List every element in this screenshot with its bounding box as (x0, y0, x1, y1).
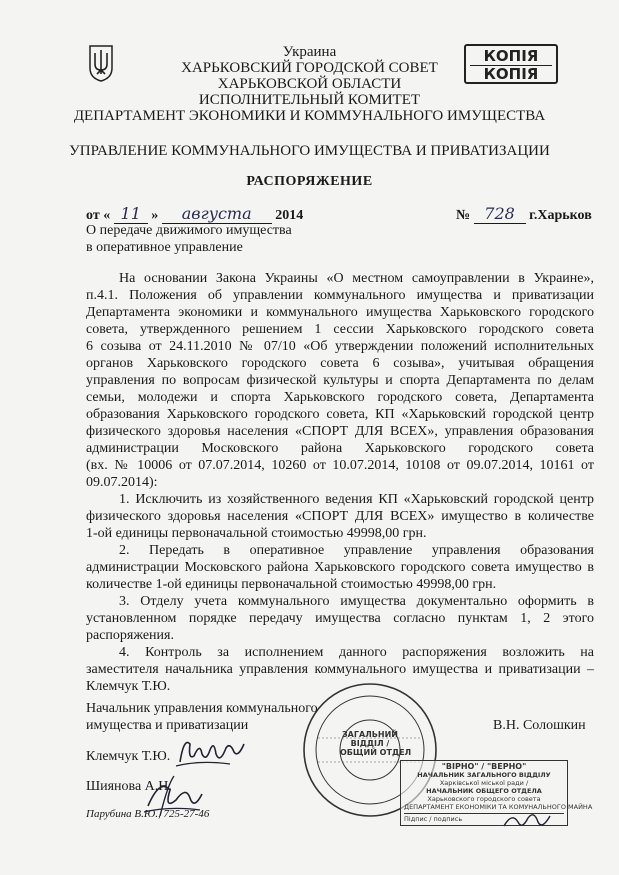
city-name: г.Харьков (529, 208, 592, 223)
subject-line-1: О передаче движимого имущества (86, 223, 292, 238)
signatory-name: В.Н. Солошкин (493, 718, 586, 733)
certify-stamp-line: НАЧАЛЬНИК ОБЩЕГО ОТДЕЛА (426, 787, 542, 795)
body-line: (вх. № 10006 от 07.07.2014, 10260 от 10.07.2014, 10108 от 09.07.2014, 10161 от (86, 458, 594, 473)
directorate-name: УПРАВЛЕНИЕ КОММУНАЛЬНОГО ИМУЩЕСТВА И ПРИВАТИЗАЦИИ (69, 143, 550, 159)
body-line: физического здоровья населения «СПОРТ ДЛЯ ВСЕХ», управления образования (86, 424, 594, 439)
approver-1: Клемчук Т.Ю. (86, 749, 171, 764)
item-2-line: количестве 1-ой единицы первоначальной стоимостью 49998,00 грн. (86, 577, 497, 592)
signature-klemchuk-icon (170, 732, 250, 772)
country-name: Украина (282, 44, 337, 60)
item-1-line: 1-ой единицы первоначальной стоимостью 49998,00 грн. (86, 526, 427, 541)
signatory-title-line-1: Начальник управления коммунального (86, 701, 318, 716)
approver-2: Шиянова А.Н. (86, 779, 172, 794)
committee-name: ИСПОЛНИТЕЛЬНЫЙ КОМИТЕТ (198, 92, 421, 108)
certify-stamp-line: НАЧАЛЬНИК ЗАГАЛЬНОГО ВІДДІЛУ (417, 771, 551, 779)
round-stamp-line: ЗАГАЛЬНИЙ (342, 730, 398, 739)
subject-line-2: в оперативное управление (86, 240, 243, 255)
certify-stamp-line: "ВІРНО" / "ВЕРНО" (441, 762, 527, 771)
certify-stamp-line: Підпис / подпись (404, 813, 564, 823)
signature-shiyanova-icon (140, 770, 210, 820)
copy-stamp-text-2: КОПІЯ (470, 65, 552, 82)
number-line (456, 204, 592, 224)
council-name: ХАРЬКОВСКИЙ ГОРОДСКОЙ СОВЕТ (181, 60, 438, 76)
item-3-line: распоряжения. (86, 628, 174, 643)
document-number: 728 (474, 204, 526, 224)
item-2-line: 2. Передать в оперативное управление управления образования (119, 543, 594, 558)
item-4-line: 4. Контроль за исполнением данного распоряжения возложить на (119, 645, 594, 660)
signatory-title-line-2: имущества и приватизации (86, 718, 249, 733)
round-stamp-line: ОБЩИЙ ОТДЕЛ (340, 748, 412, 757)
item-4-line: заместителя начальника управления коммунального имущества и приватизации – (86, 662, 594, 677)
date-line (86, 204, 303, 224)
body-line: администрации Московского района Харьковского городского совета (86, 441, 594, 456)
copy-stamp-text-1: КОПІЯ (483, 47, 539, 65)
body-line: управления по вопросам физической культуры и спорта Департамента по делам (86, 373, 594, 388)
department-name: ДЕПАРТАМЕНТ ЭКОНОМИКИ И КОММУНАЛЬНОГО ИМУЩЕСТВА (73, 108, 546, 124)
item-3-line: 3. Отделу учета коммунального имущества документально оформить в (119, 594, 594, 609)
body-line: образования Харьковского городского совета, КП «Харьковский городской центр (86, 407, 594, 422)
body-line: 6 созыва от 24.11.2010 № 07/10 «Об утверждении положений исполнительных (86, 339, 594, 354)
item-3-line: установленном порядке передачу имущества согласно пунктам 1, 2 этого (86, 611, 594, 626)
certify-stamp-line: Харківської міської ради / (439, 779, 529, 787)
date-prefix: от « (86, 208, 111, 223)
number-label: № (456, 208, 471, 223)
executor-note: Парубина В.Ю., 725-27-46 (86, 808, 210, 820)
round-stamp-text (340, 730, 412, 757)
item-2-line: администрации Московского района Харьковского городского совета имущество в (86, 560, 594, 575)
round-stamp-line: ВІДДІЛ / (350, 739, 390, 748)
body-line: На основании Закона Украины «О местном самоуправлении в Украине», (119, 271, 594, 286)
region-name: ХАРЬКОВСКОЙ ОБЛАСТИ (217, 76, 402, 92)
date-mid: » (151, 208, 159, 223)
body-line: органов Харьковского городского совета 6 созыва», учитывая обращения (86, 356, 594, 371)
body-line: 09.07.2014): (86, 475, 158, 490)
body-line: Департамента экономики и коммунального имущества Харьковского городского (86, 305, 594, 320)
body-line: семьи, молодежи и спорта Харьковского городского совета, Департамента (86, 390, 594, 405)
document-type: РАСПОРЯЖЕНИЕ (246, 174, 373, 189)
certify-stamp-line: Харьковского городского совета (427, 795, 541, 803)
item-4-line: Клемчук Т.Ю. (86, 679, 171, 694)
date-day: 11 (114, 204, 148, 224)
body-line: совета, утвержденного решением 1 сессии Харьковского городского совета (86, 322, 594, 337)
signature-certify-icon (500, 808, 560, 834)
item-1-line: физического здоровья населения «СПОРТ ДЛЯ ВСЕХ» имущество в количестве (86, 509, 594, 524)
date-year: 2014 (275, 208, 304, 223)
certify-stamp-line: ДЕПАРТАМЕНТ ЕКОНОМІКИ ТА КОМУНАЛЬНОГО МАЙНА (404, 803, 593, 811)
item-1-line: 1. Исключить из хозяйственного ведения КП «Харьковский городской центр (119, 492, 594, 507)
body-line: п.4.1. Положения об управлении коммунального имущества и приватизации (86, 288, 594, 303)
date-month: августа (162, 204, 272, 224)
